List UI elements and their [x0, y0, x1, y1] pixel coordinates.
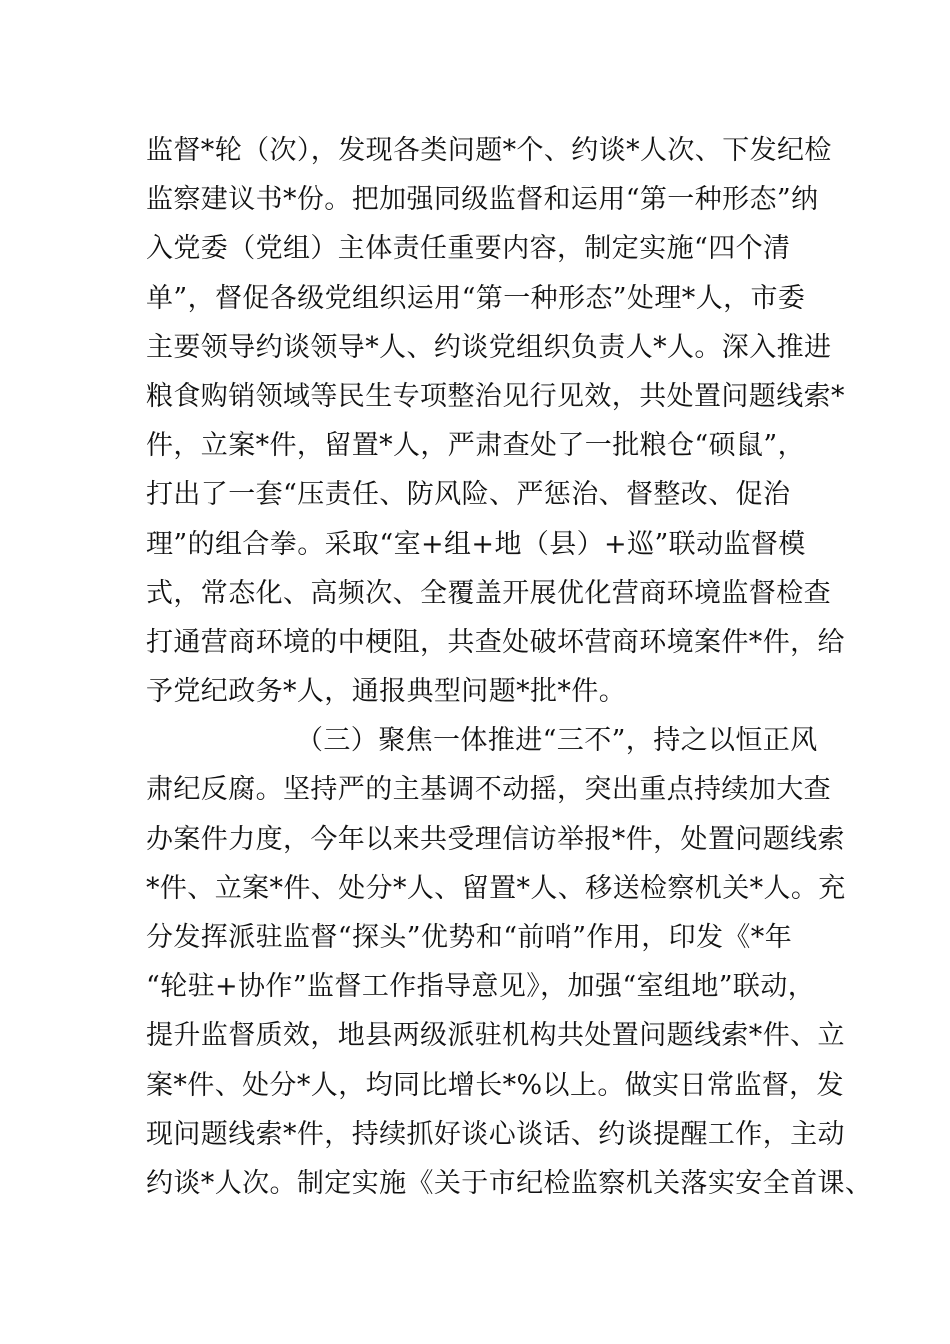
- text-line: 入党委（党组）主体责任重要内容，制定实施“四个清: [146, 233, 791, 265]
- section-heading-line: （三）聚焦一体推进“三不”，持之以恒正风: [296, 725, 818, 757]
- body-text: [146, 126, 873, 1208]
- text-line: *件、立案*件、处分*人、留置*人、移送检察机关*人。充: [146, 872, 846, 904]
- text-line: 约谈*人次。制定实施《关于市纪检监察机关落实安全首课、: [146, 1167, 873, 1199]
- text-line: 案*件、处分*人，均同比增长*%以上。做实日常监督，发: [146, 1069, 844, 1101]
- text-line: 提升监督质效，地县两级派驻机构共处置问题线索*件、立: [146, 1020, 845, 1052]
- text-line: 现问题线索*件，持续抓好谈心谈话、约谈提醒工作，主动: [146, 1118, 845, 1150]
- text-line: 主要领导约谈领导*人、约谈党组织负责人*人。深入推进: [146, 331, 832, 363]
- text-line: 件，立案*件，留置*人，严肃查处了一批粮仓“硕鼠”，: [146, 430, 806, 462]
- text-line: 打出了一套“压责任、防风险、严惩治、督整改、促治: [146, 479, 791, 511]
- text-line: 监察建议书*份。把加强同级监督和运用“第一种形态”纳: [146, 184, 819, 216]
- text-line: “轮驻+协作”监督工作指导意见》，加强“室组地”联动，: [146, 971, 816, 1003]
- text-line: 肃纪反腐。坚持严的主基调不动摇，突出重点持续加大查: [146, 774, 831, 806]
- text-line: 监督*轮（次），发现各类问题*个、约谈*人次、下发纪检: [146, 135, 832, 166]
- text-line: 粮食购销领域等民生专项整治见行见效，共处置问题线索*: [146, 380, 845, 412]
- text-line: 式，常态化、高频次、全覆盖开展优化营商环境监督检查: [146, 577, 831, 609]
- text-line: 理”的组合拳。采取“室+组+地（县）+巡”联动监督模: [146, 528, 806, 560]
- text-line: 打通营商环境的中梗阻，共查处破坏营商环境案件*件，给: [146, 626, 845, 658]
- text-line: 分发挥派驻监督“探头”优势和“前哨”作用，印发《*年: [146, 922, 793, 953]
- text-line: 单”，督促各级党组织运用“第一种形态”处理*人，市委: [146, 282, 806, 314]
- text-line: 办案件力度，今年以来共受理信访举报*件，处置问题线索: [146, 823, 845, 855]
- text-line: 予党纪政务*人，通报典型问题*批*件。: [146, 676, 627, 708]
